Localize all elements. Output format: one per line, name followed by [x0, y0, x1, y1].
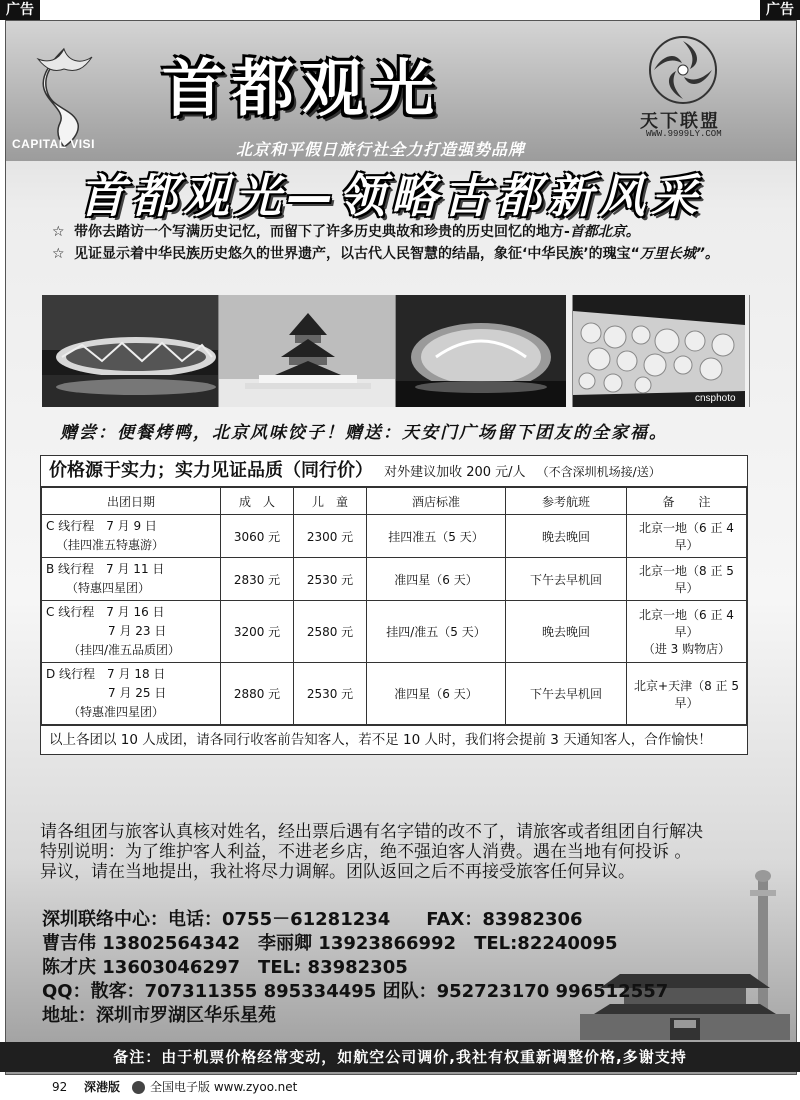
contact-agents: 曹吉伟 13802564342 李丽卿 13923866992 TEL:82240095: [42, 933, 618, 954]
table-row: [42, 558, 747, 601]
price-header: [41, 456, 747, 487]
adult-price: 3060 元: [221, 515, 294, 558]
table-row: [42, 601, 747, 663]
header: [6, 21, 796, 161]
brand-title: 首都观光: [162, 52, 443, 125]
adult-price: 2830 元: [221, 558, 294, 601]
table-header-row: [42, 488, 747, 515]
notice-line: 异议，请在当地提出，我社将尽力调解。团队返回之后不再接受旅客任何异议。: [40, 862, 635, 882]
ad-tag-left: 广告: [0, 0, 40, 20]
capital-logo-text: CAPITAL VISI: [12, 137, 95, 151]
route-cell: C 线行程 7 月 9 日 （挂四准五特惠游）: [42, 515, 221, 558]
gift-line: 赠尝：便餐烤鸭，北京风味饺子！赠送：天安门广场留下团友的全家福。: [60, 423, 668, 443]
table-row: [42, 515, 747, 558]
bullet-text: 带你去踏访一个写满历史记忆，而留下了许多历史典故和珍贵的历史回忆的地方-: [74, 224, 570, 240]
remark: 北京一地（8 正 5 早）: [627, 558, 747, 601]
national-theater-photo: [396, 295, 573, 407]
bullet-emphasis: 首都北京。: [569, 224, 640, 240]
price-table: [41, 487, 747, 725]
price-box: [40, 455, 748, 755]
page-number: 92: [52, 1080, 68, 1094]
route-cell: D 线行程 7 月 18 日 7 月 25 日 （特惠准四星团）: [42, 663, 221, 725]
page-footer: [0, 1075, 800, 1100]
intro-bullet: [52, 222, 742, 242]
flight: 晚去晚回: [506, 515, 627, 558]
col-hotel: 酒店标准: [367, 488, 506, 515]
capital-logo-icon: [18, 39, 110, 149]
hotel-standard: 准四星（6 天）: [367, 663, 506, 725]
notice-line: 请各组团与旅客认真核对姓名，经出票后遇有名字错的改不了，请旅客或者组团自行解决: [40, 822, 703, 842]
child-price: 2300 元: [294, 515, 367, 558]
edition-label: 深港版: [84, 1080, 121, 1094]
child-price: 2580 元: [294, 601, 367, 663]
hotel-standard: 准四星（6 天）: [367, 558, 506, 601]
contact-qq: QQ：散客：707311355 895334495 团队：952723170 996512557: [42, 981, 669, 1002]
notice-line: 特别说明：为了维护客人利益，不进老乡店，绝不强迫客人消费。遇在当地有何投诉 。: [40, 842, 692, 862]
ad-tag-right: 广告: [760, 0, 800, 20]
bullet-emphasis: 万里长城”。: [639, 246, 719, 262]
flight: 下午去早机回: [506, 663, 627, 725]
route-cell: C 线行程 7 月 16 日 7 月 23 日 （挂四/准五品质团）: [42, 601, 221, 663]
remark: 北京+天津（8 正 5 早）: [627, 663, 747, 725]
star-icon: ☆: [52, 246, 65, 262]
landmark-photo-strip: [42, 295, 750, 407]
banner-headline: 首都观光—领略古都新风采: [79, 169, 703, 223]
hotel-standard: 挂四准五（5 天）: [367, 515, 506, 558]
adult-price: 2880 元: [221, 663, 294, 725]
price-title: 价格源于实力；实力见证品质（同行价）: [49, 460, 373, 481]
col-remark: 备 注: [627, 488, 747, 515]
edition-url: 全国电子版 www.zyoo.net: [150, 1080, 298, 1094]
contact-center: 深圳联络中心：电话：0755－61281234 FAX：83982306: [42, 909, 583, 930]
flight: 晚去晚回: [506, 601, 627, 663]
alliance-logo-url: WWW.9999LY.COM: [646, 129, 722, 139]
remark-bar: 备注：由于机票价格经常变动，如航空公司调价,我社有权重新调整价格,多谢支持: [0, 1042, 800, 1072]
price-footnote: 以上各团以 10 人成团，请各同行收客前告知客人，若不足 10 人时，我们将会提前 3 天通知客人，合作愉快！: [41, 725, 747, 754]
adult-price: 3200 元: [221, 601, 294, 663]
alliance-logo-name: 天下联盟: [640, 111, 720, 132]
notice-block: [40, 822, 760, 882]
birds-nest-photo: [42, 295, 219, 407]
col-flight: 参考航班: [506, 488, 627, 515]
contact-address: 地址：深圳市罗湖区华乐星苑: [42, 1005, 276, 1026]
hotel-standard: 挂四/准五（5 天）: [367, 601, 506, 663]
temple-of-heaven-photo: [219, 295, 396, 407]
table-row: [42, 663, 747, 725]
intro-bullets: [52, 222, 742, 266]
water-cube-photo: [573, 295, 750, 407]
contact-agent: 陈才庆 13603046297 TEL: 83982305: [42, 957, 408, 978]
remark: 北京一地（6 正 4 早） （进 3 购物店）: [627, 601, 747, 663]
alliance-logo-icon: [646, 33, 720, 107]
child-price: 2530 元: [294, 663, 367, 725]
col-adult: 成 人: [221, 488, 294, 515]
child-price: 2530 元: [294, 558, 367, 601]
price-suggestion: 对外建议加收 200 元/人: [384, 465, 526, 480]
intro-bullet: [52, 244, 742, 264]
col-date: 出团日期: [42, 488, 221, 515]
edition-logo-icon: [132, 1081, 145, 1094]
contact-block: [42, 908, 668, 1028]
flight: 下午去早机回: [506, 558, 627, 601]
route-cell: B 线行程 7 月 11 日 （特惠四星团）: [42, 558, 221, 601]
photo-credit: cnsphoto: [695, 393, 736, 404]
price-note: （不含深圳机场接/送）: [536, 465, 661, 479]
bullet-text: 见证显示着中华民族历史悠久的世界遗产，以古代人民智慧的结晶，象征‘中华民族’的瑰宝“: [74, 246, 640, 262]
header-slogan: 北京和平假日旅行社全力打造强势品牌: [236, 140, 526, 159]
col-child: 儿 童: [294, 488, 367, 515]
star-icon: ☆: [52, 224, 65, 240]
remark: 北京一地（6 正 4 早）: [627, 515, 747, 558]
